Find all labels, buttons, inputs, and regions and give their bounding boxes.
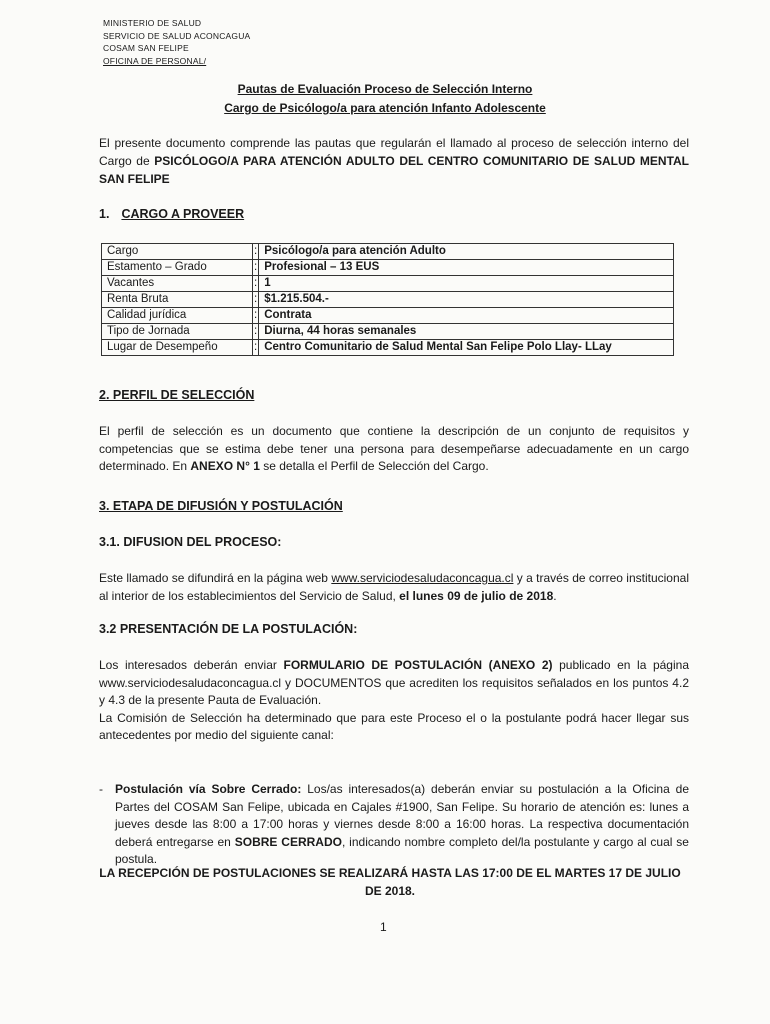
table-row: [102, 308, 674, 324]
intro-paragraph: [99, 134, 689, 188]
institution-header: [103, 17, 250, 67]
section-3-title: 3. ETAPA DE DIFUSIÓN Y POSTULACIÓN: [99, 499, 343, 513]
field-separator: :: [253, 292, 259, 308]
table-row: [102, 244, 674, 260]
section-3-1-text-b: y a través de correo institucional al interior de los establecimientos del Servicio de Salud,: [99, 571, 689, 603]
section-2-text-a: El perfil de selección es un documento que contiene la descripción de un conjunto de requisitos y competencias que se estima debe tener una persona para desempeñarse adecuadamente en un cargo determinado. En: [99, 424, 689, 473]
field-value: Centro Comunitario de Salud Mental San Felipe Polo Llay- LLay: [259, 340, 674, 356]
field-value: Diurna, 44 horas semanales: [259, 324, 674, 340]
annex-1-ref: ANEXO N° 1: [190, 459, 260, 473]
bullet-text: [115, 781, 689, 869]
bullet-text-a: Los/as interesados(a) deberán enviar su postulación a la Oficina de Partes del COSAM San Felipe, ubicada en Cajales #1900, San Felipe. Su horario de atención es: lunes a jueves desde las 8:00 a 17:00 horas y viernes desde 8:00 a 16:00 horas. La respectiva documentación deberá entregarse en: [115, 782, 689, 849]
title-line-1: Pautas de Evaluación Proceso de Selección Interno: [237, 82, 533, 96]
section-1-heading: [99, 207, 244, 221]
field-label: Tipo de Jornada: [102, 324, 253, 340]
section-3-2-text-a: Los interesados deberán enviar: [99, 658, 284, 672]
field-label: Estamento – Grado: [102, 260, 253, 276]
header-line-office: OFICINA DE PERSONAL/: [103, 55, 207, 66]
header-line-cosam: COSAM SAN FELIPE: [103, 43, 189, 53]
field-separator: :: [253, 324, 259, 340]
bullet-dash: -: [99, 782, 103, 796]
section-3-1-text-c: .: [553, 588, 557, 603]
application-form-ref: FORMULARIO DE POSTULACIÓN (ANEXO 2): [283, 658, 553, 672]
section-3-2-heading: [99, 622, 357, 636]
section-3-1-title: 3.1. DIFUSION DEL PROCESO:: [99, 535, 282, 549]
field-value: Psicólogo/a para atención Adulto: [259, 244, 674, 260]
field-label: Renta Bruta: [102, 292, 253, 308]
field-label: Lugar de Desempeño: [102, 340, 253, 356]
website-link[interactable]: www.serviciodesaludaconcagua.cl: [331, 571, 514, 585]
deadline-line-1: LA RECEPCIÓN DE POSTULACIONES SE REALIZARÁ HASTA LAS 17:00 DE EL MARTES 17 DE JULIO: [99, 866, 681, 880]
page-number: 1: [380, 920, 387, 934]
section-2-text-b: se detalla el Perfil de Selección del Cargo.: [259, 459, 489, 473]
deadline-notice: [90, 864, 690, 900]
section-3-2-title: 3.2 PRESENTACIÓN DE LA POSTULACIÓN:: [99, 622, 358, 636]
section-3-heading: [99, 499, 343, 513]
title-line-2: Cargo de Psicólogo/a para atención Infanto Adolescente: [224, 101, 546, 115]
field-label: Calidad jurídica: [102, 308, 253, 324]
field-separator: :: [253, 276, 259, 292]
field-value: Contrata: [259, 308, 674, 324]
bullet-text-b: , indicando nombre completo del/la postulante y cargo al cual se postula.: [115, 834, 689, 866]
bullet-title: Postulación vía Sobre Cerrado:: [115, 782, 302, 796]
section-3-1-heading: [99, 535, 281, 549]
field-value: Profesional – 13 EUS: [259, 260, 674, 276]
position-table: [101, 243, 674, 356]
table-row: [102, 324, 674, 340]
field-value: $1.215.504.-: [259, 292, 674, 308]
table-row: [102, 260, 674, 276]
section-3-2-paragraph: [99, 657, 689, 745]
field-separator: :: [253, 308, 259, 324]
section-3-1-text-a: Este llamado se difundirá en la página web: [99, 571, 332, 585]
section-2-paragraph: [99, 423, 689, 476]
publication-date: el lunes 09 de julio de 2018: [399, 588, 554, 603]
table-row: [102, 276, 674, 292]
intro-text: El presente documento comprende las pautas que regularán el llamado al proceso de selección interno del Cargo de: [99, 136, 689, 168]
document-title: [0, 80, 770, 118]
section-1-number: 1.: [99, 207, 110, 221]
field-separator: :: [253, 340, 259, 356]
section-3-2-text-b: publicado en la página www.serviciodesaludaconcagua.cl y DOCUMENTOS que acrediten los requisitos señalados en los puntos 4.2 y 4.3 de la presente Pauta de Evaluación.: [99, 658, 689, 707]
field-separator: :: [253, 244, 259, 260]
table-row: [102, 340, 674, 356]
field-separator: :: [253, 260, 259, 276]
field-label: Cargo: [102, 244, 253, 260]
section-2-heading: [99, 388, 254, 402]
header-line-service: SERVICIO DE SALUD ACONCAGUA: [103, 30, 251, 41]
section-1-title: CARGO A PROVEER: [121, 207, 245, 221]
deadline-line-2: DE 2018.: [364, 884, 416, 898]
header-line-ministry: MINISTERIO DE SALUD: [103, 18, 202, 28]
sealed-envelope-label: SOBRE CERRADO: [234, 834, 342, 849]
section-3-2-text-c: La Comisión de Selección ha determinado que para este Proceso el o la postulante podrá hacer llegar sus antecedentes por medio del siguiente canal:: [99, 710, 689, 742]
table-row: [102, 292, 674, 308]
field-value: 1: [259, 276, 674, 292]
field-label: Vacantes: [102, 276, 253, 292]
section-3-1-paragraph: [99, 570, 689, 605]
section-2-title: 2. PERFIL DE SELECCIÓN: [99, 388, 255, 402]
intro-position-name: PSICÓLOGO/A PARA ATENCIÓN ADULTO DEL CENTRO COMUNITARIO DE SALUD MENTAL SAN FELIPE: [99, 154, 690, 186]
